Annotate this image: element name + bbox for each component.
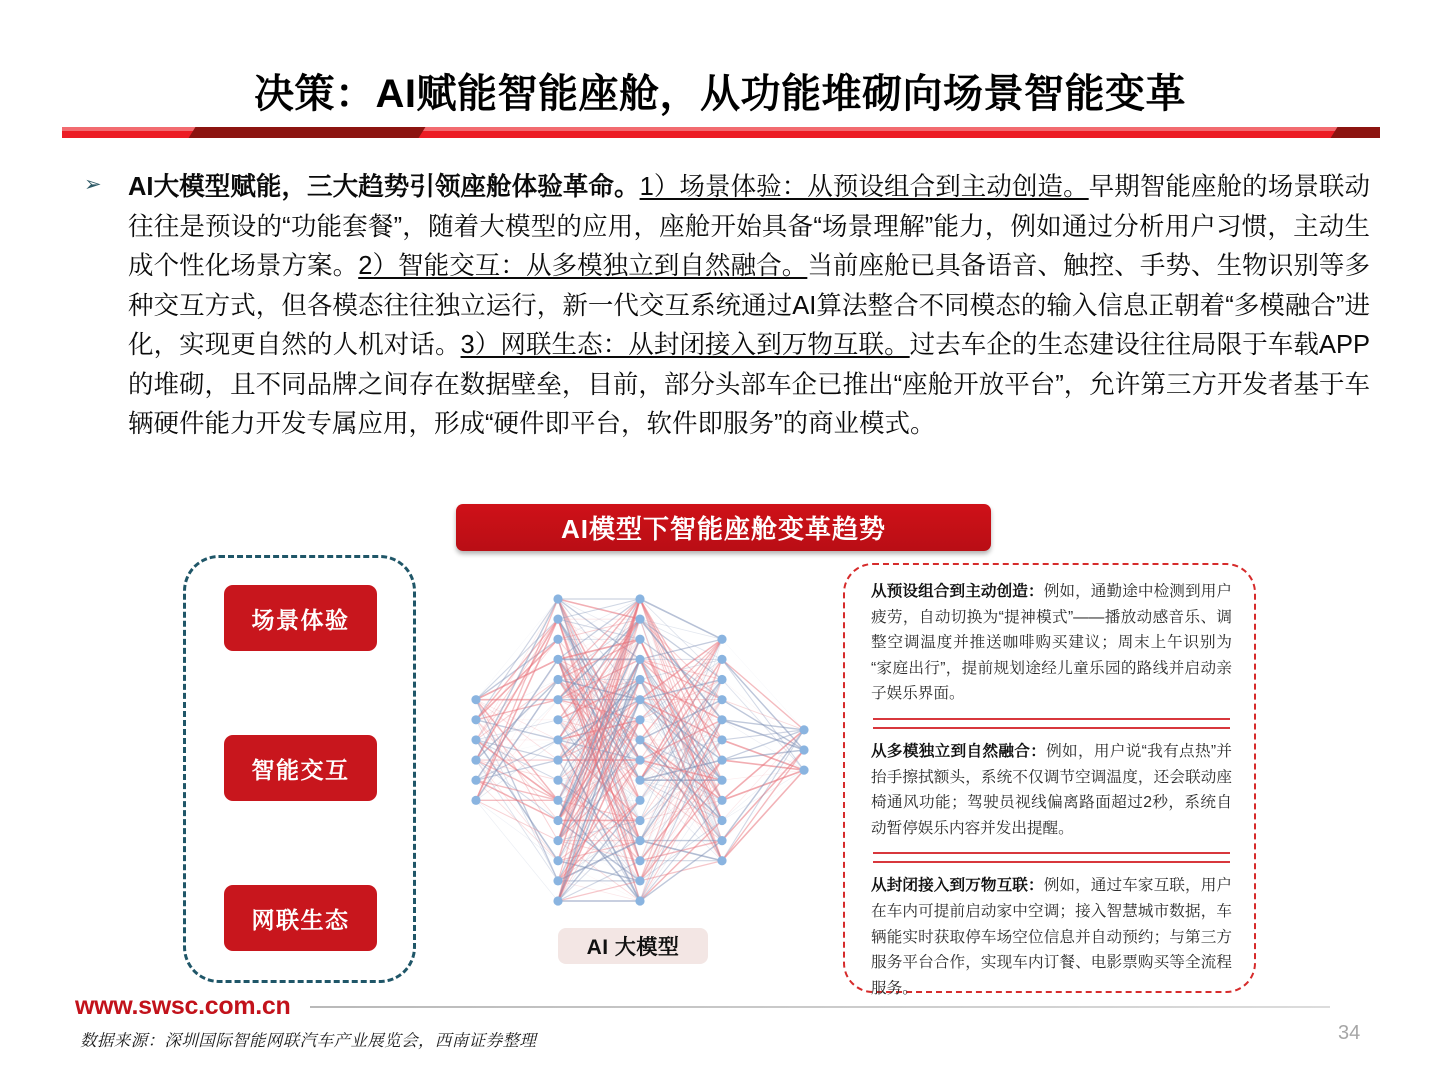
nn-node-l2-13: [635, 856, 644, 865]
nn-node-l1-4: [553, 675, 562, 684]
nn-node-l2-15: [635, 896, 644, 905]
nn-node-l1-7: [553, 735, 562, 744]
neural-network-svg: [450, 585, 830, 915]
nn-node-l0-2: [471, 735, 480, 744]
body-underline-3: 3）网联生态：从封闭接入到万物互联。: [460, 331, 910, 359]
footer-source-note: 数据来源：深圳国际智能网联汽车产业展览会，西南证券整理: [80, 1031, 537, 1050]
nn-node-l3-0: [717, 635, 726, 644]
body-para-1: 早期智能座舱的场景联动往往是预设的“功能套餐”，随着大模型的应用，座舱开始具备“场景理解”能力，例如通过分析用户习惯，主动生成个性化场景方案。: [128, 173, 1370, 280]
nn-node-l3-11: [717, 856, 726, 865]
body-underline-2: 2）智能交互：从多模独立到自然融合。: [358, 252, 808, 280]
diagram-caption: AI 大模型: [558, 928, 708, 964]
body-paragraph-block: [84, 168, 1370, 445]
nn-node-l4-0: [799, 725, 808, 734]
note-separator-0: [873, 718, 1230, 729]
note-desc-1: 例如，用户说“我有点热”并抬手擦拭额头，系统不仅调节空调温度，还会联动座椅通风功能；驾驶员视线偏离路面超过2秒，系统自动暂停娱乐内容并发出提醒。: [871, 742, 1232, 837]
nn-node-l2-14: [635, 876, 644, 885]
nn-node-l2-3: [635, 655, 644, 664]
nn-node-l1-14: [553, 876, 562, 885]
nn-node-l2-8: [635, 755, 644, 764]
nn-node-l1-9: [553, 776, 562, 785]
nn-node-l2-9: [635, 776, 644, 785]
nn-node-l1-11: [553, 816, 562, 825]
nn-node-l3-8: [717, 796, 726, 805]
nn-node-l3-6: [717, 755, 726, 764]
note-title-2: 从封闭接入到万物互联：: [871, 877, 1044, 895]
neural-network-diagram: [450, 585, 830, 915]
nn-node-l3-10: [717, 836, 726, 845]
nn-node-l2-11: [635, 816, 644, 825]
neural-network-edges: [476, 599, 804, 901]
nn-node-l1-3: [553, 655, 562, 664]
diagram-banner-title: AI模型下智能座舱变革趋势: [456, 504, 991, 551]
trend-pill-scene-experience[interactable]: 场景体验: [224, 585, 377, 651]
nn-node-l4-2: [799, 766, 808, 775]
note-body-2: [871, 873, 1232, 1001]
nn-node-l3-9: [717, 816, 726, 825]
footer-divider-rule: [310, 1006, 1330, 1008]
body-text: [128, 168, 1370, 445]
note-item-0: [871, 579, 1232, 707]
note-desc-2: 例如，通过车家互联，用户在车内可提前启动家中空调；接入智慧城市数据，车辆能实时获取停车场空位信息并自动预约；与第三方服务平台合作，实现车内订餐、电影票购买等全流程服务。: [871, 877, 1232, 997]
note-item-2: [871, 873, 1232, 1001]
nn-node-l1-12: [553, 836, 562, 845]
nn-node-l3-2: [717, 675, 726, 684]
body-para-3: 过去车企的生态建设往往局限于车载APP的堆砌，且不同品牌之间存在数据壁垒，目前，部分头部车企已推出“座舱开放平台”，允许第三方开发者基于车辆硬件能力开发专属应用，形成“硬件即平台，软件即服务”的商业模式。: [128, 331, 1370, 438]
nn-node-l2-2: [635, 635, 644, 644]
body-lead-bold: AI大模型赋能，三大趋势引领座舱体验革命。: [128, 173, 640, 201]
trend-pill-connected-ecosystem[interactable]: 网联生态: [224, 885, 377, 951]
nn-node-l2-4: [635, 675, 644, 684]
note-body-1: [871, 739, 1232, 841]
nn-node-l3-4: [717, 715, 726, 724]
note-body-0: [871, 579, 1232, 707]
nn-node-l1-1: [553, 615, 562, 624]
body-underline-1: 1）场景体验：从预设组合到主动创造。: [639, 173, 1089, 201]
note-title-0: 从预设组合到主动创造：: [871, 583, 1044, 600]
nn-node-l3-3: [717, 695, 726, 704]
note-desc-0: 例如，通勤途中检测到用户疲劳，自动切换为“提神模式”——播放动感音乐、调整空调温度并推送咖啡购买建议；周末上午识别为“家庭出行”，提前规划途经儿童乐园的路线并启动亲子娱乐界面。: [871, 583, 1232, 703]
note-item-1: [871, 739, 1232, 841]
body-para-2: 当前座舱已具备语音、触控、手势、生物识别等多种交互方式，但各模态往往独立运行，新一代交互系统通过AI算法整合不同模态的输入信息正朝着“多模融合”进化，实现更自然的人机对话。: [128, 252, 1370, 359]
rule-dark-segment-left: [189, 127, 426, 138]
nn-node-l2-0: [635, 594, 644, 603]
page-title: 决策：AI赋能智能座舱，从功能堆砌向场景智能变革: [254, 72, 1186, 116]
examples-panel: [843, 563, 1256, 997]
nn-node-l2-6: [635, 715, 644, 724]
nn-node-l3-7: [717, 776, 726, 785]
nn-node-l1-6: [553, 715, 562, 724]
nn-node-l0-3: [471, 755, 480, 764]
nn-node-l4-1: [799, 745, 808, 754]
nn-node-l0-5: [471, 796, 480, 805]
nn-node-l0-0: [471, 695, 480, 704]
note-separator-1: [873, 852, 1230, 863]
nn-node-l2-5: [635, 695, 644, 704]
title-divider-rule: [62, 127, 1380, 138]
note-title-1: 从多模独立到自然融合：: [871, 742, 1047, 760]
nn-node-l1-8: [553, 755, 562, 764]
trend-pill-group: [183, 555, 416, 983]
nn-node-l1-0: [553, 594, 562, 603]
nn-node-l1-2: [553, 635, 562, 644]
nn-node-l1-13: [553, 856, 562, 865]
nn-node-l3-5: [717, 735, 726, 744]
nn-node-l2-12: [635, 836, 644, 845]
nn-node-l1-10: [553, 796, 562, 805]
nn-node-l2-10: [635, 796, 644, 805]
trend-pill-smart-interaction[interactable]: 智能交互: [224, 735, 377, 801]
nn-node-l0-1: [471, 715, 480, 724]
page-number: 34: [1338, 1022, 1361, 1044]
neural-network-nodes: [471, 594, 808, 905]
nn-node-l1-15: [553, 896, 562, 905]
nn-node-l3-1: [717, 655, 726, 664]
nn-node-l0-4: [471, 776, 480, 785]
bullet-arrow-icon: ➢: [84, 173, 102, 196]
nn-node-l2-7: [635, 735, 644, 744]
rule-dark-segment-right: [1331, 127, 1380, 138]
footer-website-url[interactable]: www.swsc.com.cn: [75, 992, 291, 1020]
nn-node-l1-5: [553, 695, 562, 704]
nn-node-l2-1: [635, 615, 644, 624]
